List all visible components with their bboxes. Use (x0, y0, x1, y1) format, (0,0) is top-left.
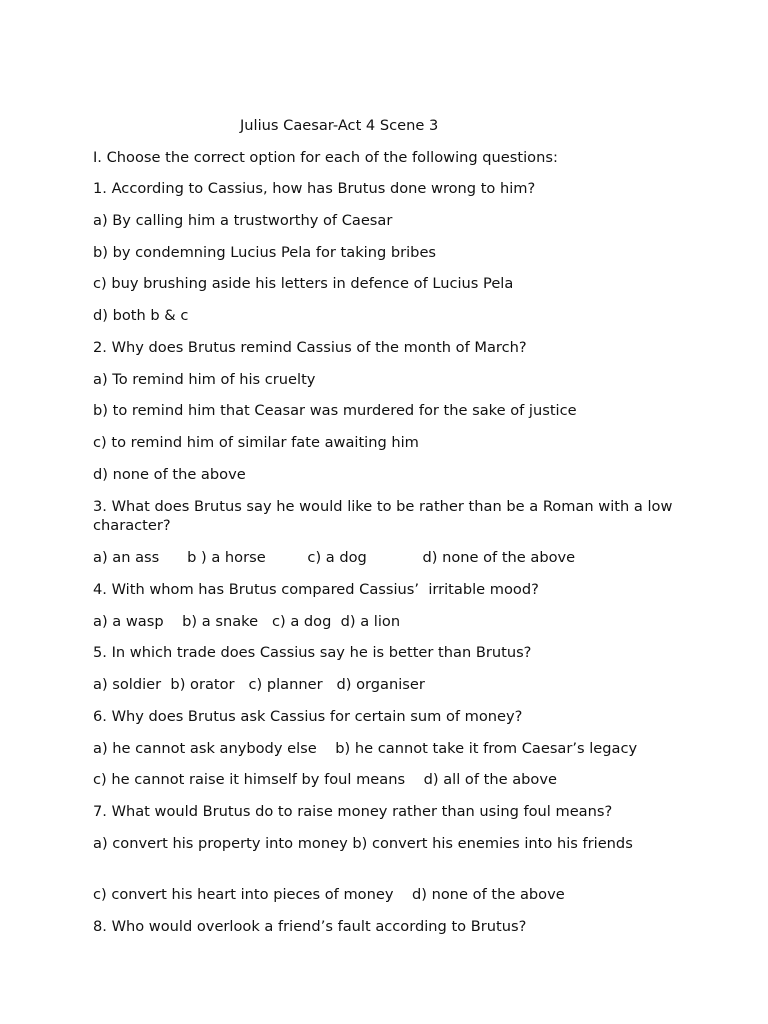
question-3: 3. What does Brutus say he would like to be rather than be a Roman with a low character? (93, 498, 673, 534)
question-1: 1. According to Cassius, how has Brutus done wrong to him? (93, 180, 536, 197)
q7-options-line-2: c) convert his heart into pieces of money d) none of the above (93, 886, 565, 903)
q2-option-c: c) to remind him of similar fate awaiting him (93, 434, 419, 451)
question-7: 7. What would Brutus do to raise money rather than using foul means? (93, 803, 613, 820)
q1-option-c: c) buy brushing aside his letters in defence of Lucius Pela (93, 275, 514, 292)
question-2: 2. Why does Brutus remind Cassius of the month of March? (93, 339, 527, 356)
q1-option-b: b) by condemning Lucius Pela for taking bribes (93, 244, 437, 261)
q4-options: a) a wasp b) a snake c) a dog d) a lion (93, 613, 401, 630)
q3-options: a) an ass b ) a horse c) a dog d) none of the above (93, 549, 576, 566)
question-4: 4. With whom has Brutus compared Cassius’ irritable mood? (93, 581, 539, 598)
question-6: 6. Why does Brutus ask Cassius for certain sum of money? (93, 708, 523, 725)
question-5: 5. In which trade does Cassius say he is better than Brutus? (93, 644, 532, 661)
document-title: Julius Caesar-Act 4 Scene 3 (240, 117, 439, 134)
q6-options-line-1: a) he cannot ask anybody else b) he cannot take it from Caesar’s legacy (93, 740, 638, 757)
question-8: 8. Who would overlook a friend’s fault according to Brutus? (93, 918, 527, 935)
q1-option-d: d) both b & c (93, 307, 189, 324)
q7-options-line-1: a) convert his property into money b) convert his enemies into his friends (93, 835, 633, 852)
q5-options: a) soldier b) orator c) planner d) organiser (93, 676, 425, 693)
q2-option-d: d) none of the above (93, 466, 246, 483)
instruction-text: I. Choose the correct option for each of the following questions: (93, 149, 558, 166)
q6-options-line-2: c) he cannot raise it himself by foul means d) all of the above (93, 771, 557, 788)
q2-option-b: b) to remind him that Ceasar was murdered for the sake of justice (93, 402, 577, 419)
q1-option-a: a) By calling him a trustworthy of Caesar (93, 212, 393, 229)
q2-option-a: a) To remind him of his cruelty (93, 371, 316, 388)
